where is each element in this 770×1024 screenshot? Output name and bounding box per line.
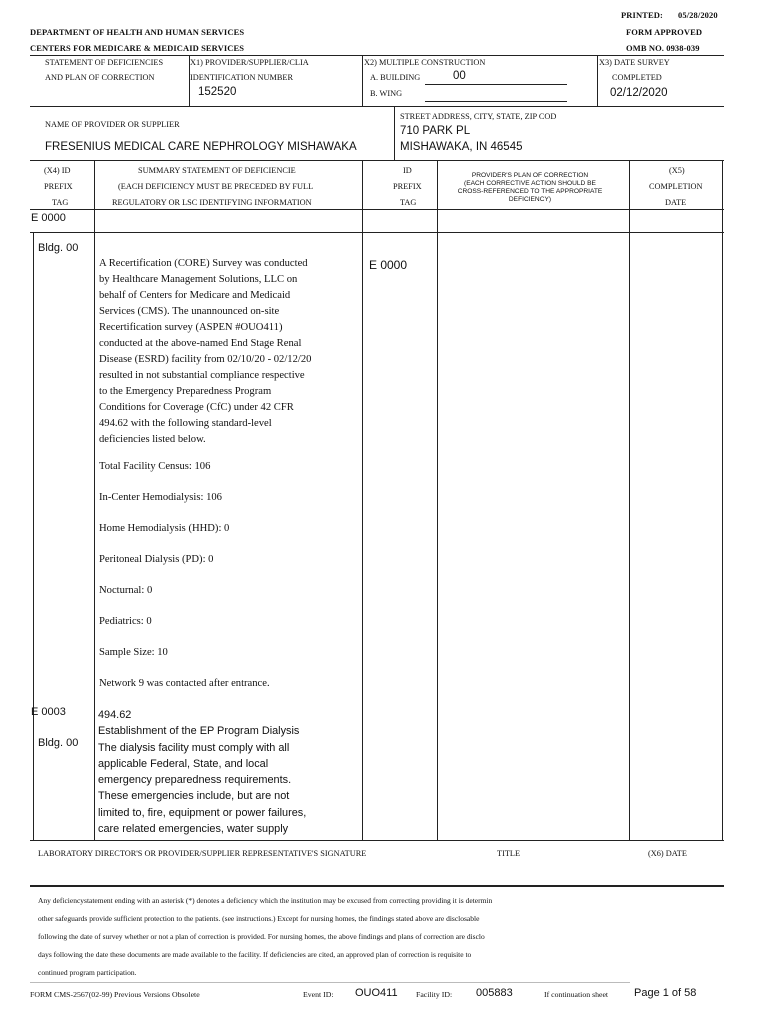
divider [30, 106, 724, 107]
divider [30, 232, 724, 233]
printed-date: 05/28/2020 [678, 10, 718, 20]
x2-label: X2) MULTIPLE CONSTRUCTION [364, 58, 486, 67]
text-line: to the Emergency Preparedness Program [99, 386, 272, 397]
building-value: 00 [453, 70, 466, 82]
text-line: conducted at the above-named End Stage Renal [99, 338, 302, 349]
facility-id-label: Facility ID: [416, 990, 453, 999]
text-line: The dialysis facility must comply with all [98, 741, 290, 754]
disclaimer-footnote [38, 892, 728, 982]
omb-number: OMB NO. 0938-039 [626, 43, 700, 53]
column-divider [437, 160, 438, 840]
census-in-center: In-Center Hemodialysis: 106 [99, 492, 222, 503]
survey-intro-text [99, 256, 361, 448]
x1-id-label: IDENTIFICATION NUMBER [190, 73, 294, 82]
x4-id-header: (X4) ID [44, 166, 71, 175]
divider [30, 982, 630, 983]
column-divider [362, 160, 363, 840]
x3-label: X3) DATE SURVEY [599, 58, 670, 67]
signature-date-label: (X6) DATE [648, 849, 687, 858]
plan-header: PROVIDER'S PLAN OF CORRECTION [471, 172, 589, 179]
plan-subheader: (EACH CORRECTIVE ACTION SHOULD BE [464, 180, 596, 187]
printed-label: PRINTED: [621, 10, 663, 20]
x4-prefix-header: PREFIX [44, 182, 73, 191]
footnote-line: Any deficiencystatement ending with an asterisk (*) denotes a deficiency which the institution may be excused from correcting providing it is determin [38, 896, 493, 905]
x1-label: X1) PROVIDER/SUPPLIER/CLIA [190, 58, 309, 67]
text-line: deficiencies listed below. [99, 434, 206, 445]
summary-header: SUMMARY STATEMENT OF DEFICIENCIE [138, 166, 296, 175]
text-line: limited to, fire, equipment or power failures, [98, 806, 307, 819]
continuation-label: If continuation sheet [544, 990, 609, 999]
wing-underline [425, 101, 567, 102]
divider [30, 840, 724, 841]
id-prefix-header: PREFIX [393, 182, 422, 191]
completed-label: COMPLETED [612, 73, 662, 82]
prefix-tag: E 0000 [31, 212, 66, 224]
statement-label: STATEMENT OF DEFICIENCIES [45, 58, 164, 67]
plan-subheader: CROSS-REFERENCED TO THE APPROPRIATE [457, 188, 603, 195]
divider [30, 160, 724, 161]
text-line: A Recertification (CORE) Survey was conducted [99, 258, 308, 269]
address-label: STREET ADDRESS, CITY, STATE, ZIP COD [400, 112, 557, 121]
divider [30, 885, 724, 887]
divider [30, 209, 724, 210]
wing-label: B. WING [370, 89, 403, 98]
footnote-line: following the date of survey whether or not a plan of correction is provided. For nursing homes, the above findings and plans of correction are disclo [38, 932, 485, 941]
census-total: Total Facility Census: 106 [99, 461, 211, 472]
building-tag: Bldg. 00 [38, 242, 79, 254]
id-tag-header: TAG [400, 198, 417, 207]
page-number: Page 1 of 58 [634, 987, 697, 999]
column-divider [722, 160, 723, 840]
column-divider [94, 160, 95, 840]
footnote-line: continued program participation. [38, 968, 137, 977]
text-line: by Healthcare Management Solutions, LLC on [99, 274, 298, 285]
department-name: DEPARTMENT OF HEALTH AND HUMAN SERVICES [30, 27, 245, 37]
text-line: Services (CMS). The unannounced on-site [99, 306, 280, 317]
provider-name: FRESENIUS MEDICAL CARE NEPHROLOGY MISHAWAKA [45, 141, 357, 153]
census-nocturnal: Nocturnal: 0 [99, 585, 153, 596]
title-label: TITLE [497, 849, 521, 858]
column-divider [629, 160, 630, 840]
sample-size: Sample Size: 10 [99, 647, 168, 658]
footnote-line: days following the date these documents are made available to the facility. If deficiencies are cited, an approved plan of correction is requisite to [38, 950, 472, 959]
deficiency-text [98, 707, 360, 837]
signature-label: LABORATORY DIRECTOR'S OR PROVIDER/SUPPLIER REPRESENTATIVE'S SIGNATURE [38, 849, 367, 858]
event-id: OUO411 [355, 987, 398, 999]
text-line: care related emergencies, water supply [98, 823, 289, 836]
divider [597, 55, 598, 106]
text-line: applicable Federal, State, and local [98, 757, 269, 770]
footnote-line: other safeguards provide sufficient protection to the patients. (see instructions.) Except for nursing homes, the findings stated above are disclosable [38, 914, 480, 923]
facility-id: 005883 [476, 987, 513, 999]
form-number: FORM CMS-2567(02-99) Previous Versions Obsolete [30, 990, 200, 999]
divider [362, 55, 363, 106]
census-pediatrics: Pediatrics: 0 [99, 616, 152, 627]
summary-subheader: REGULATORY OR LSC IDENTIFYING INFORMATION [112, 198, 312, 207]
divider [394, 106, 395, 160]
plan-label: AND PLAN OF CORRECTION [45, 73, 155, 82]
id-prefix-tag: E 0000 [369, 258, 408, 272]
provider-name-label: NAME OF PROVIDER OR SUPPLIER [45, 120, 180, 129]
text-line: Recertification survey (ASPEN #OUO411) [99, 322, 283, 333]
census-peritoneal: Peritoneal Dialysis (PD): 0 [99, 554, 214, 565]
completion-header: COMPLETION [649, 182, 703, 191]
x5-header: (X5) [669, 166, 685, 175]
building-underline [425, 84, 567, 85]
text-line: 494.62 with the following standard-level [99, 418, 272, 429]
census-home: Home Hemodialysis (HHD): 0 [99, 523, 230, 534]
form-approved: FORM APPROVED [626, 27, 703, 37]
text-line: Conditions for Coverage (CfC) under 42 CFR [99, 402, 294, 413]
text-line: resulted in not substantial compliance respective [99, 370, 305, 381]
text-line: Establishment of the EP Program Dialysis [98, 725, 300, 738]
building-tag: Bldg. 00 [38, 737, 79, 749]
date-completed: 02/12/2020 [610, 87, 668, 99]
network-note: Network 9 was contacted after entrance. [99, 678, 270, 689]
top-box-border [30, 55, 724, 56]
event-id-label: Event ID: [303, 990, 334, 999]
text-line: These emergencies include, but are not [98, 790, 290, 803]
text-line: behalf of Centers for Medicare and Medicaid [99, 290, 291, 301]
building-label: A. BUILDING [370, 73, 421, 82]
id-header: ID [403, 166, 412, 175]
address-line2: MISHAWAKA, IN 46545 [400, 141, 523, 153]
plan-subheader: DEFICIENCY) [508, 196, 552, 203]
provider-number: 152520 [198, 86, 237, 98]
left-border [33, 232, 34, 840]
date-header: DATE [665, 198, 687, 207]
centers-name: CENTERS FOR MEDICARE & MEDICAID SERVICES [30, 43, 245, 53]
text-line: 494.62 [98, 709, 132, 721]
summary-subheader: (EACH DEFICIENCY MUST BE PRECEDED BY FULL [118, 182, 314, 191]
address-line1: 710 PARK PL [400, 125, 471, 137]
x4-tag-header: TAG [52, 198, 69, 207]
text-line: emergency preparedness requirements. [98, 774, 292, 787]
prefix-tag: E 0003 [31, 706, 66, 718]
text-line: Disease (ESRD) facility from 02/10/20 - 02/12/20 [99, 354, 312, 365]
